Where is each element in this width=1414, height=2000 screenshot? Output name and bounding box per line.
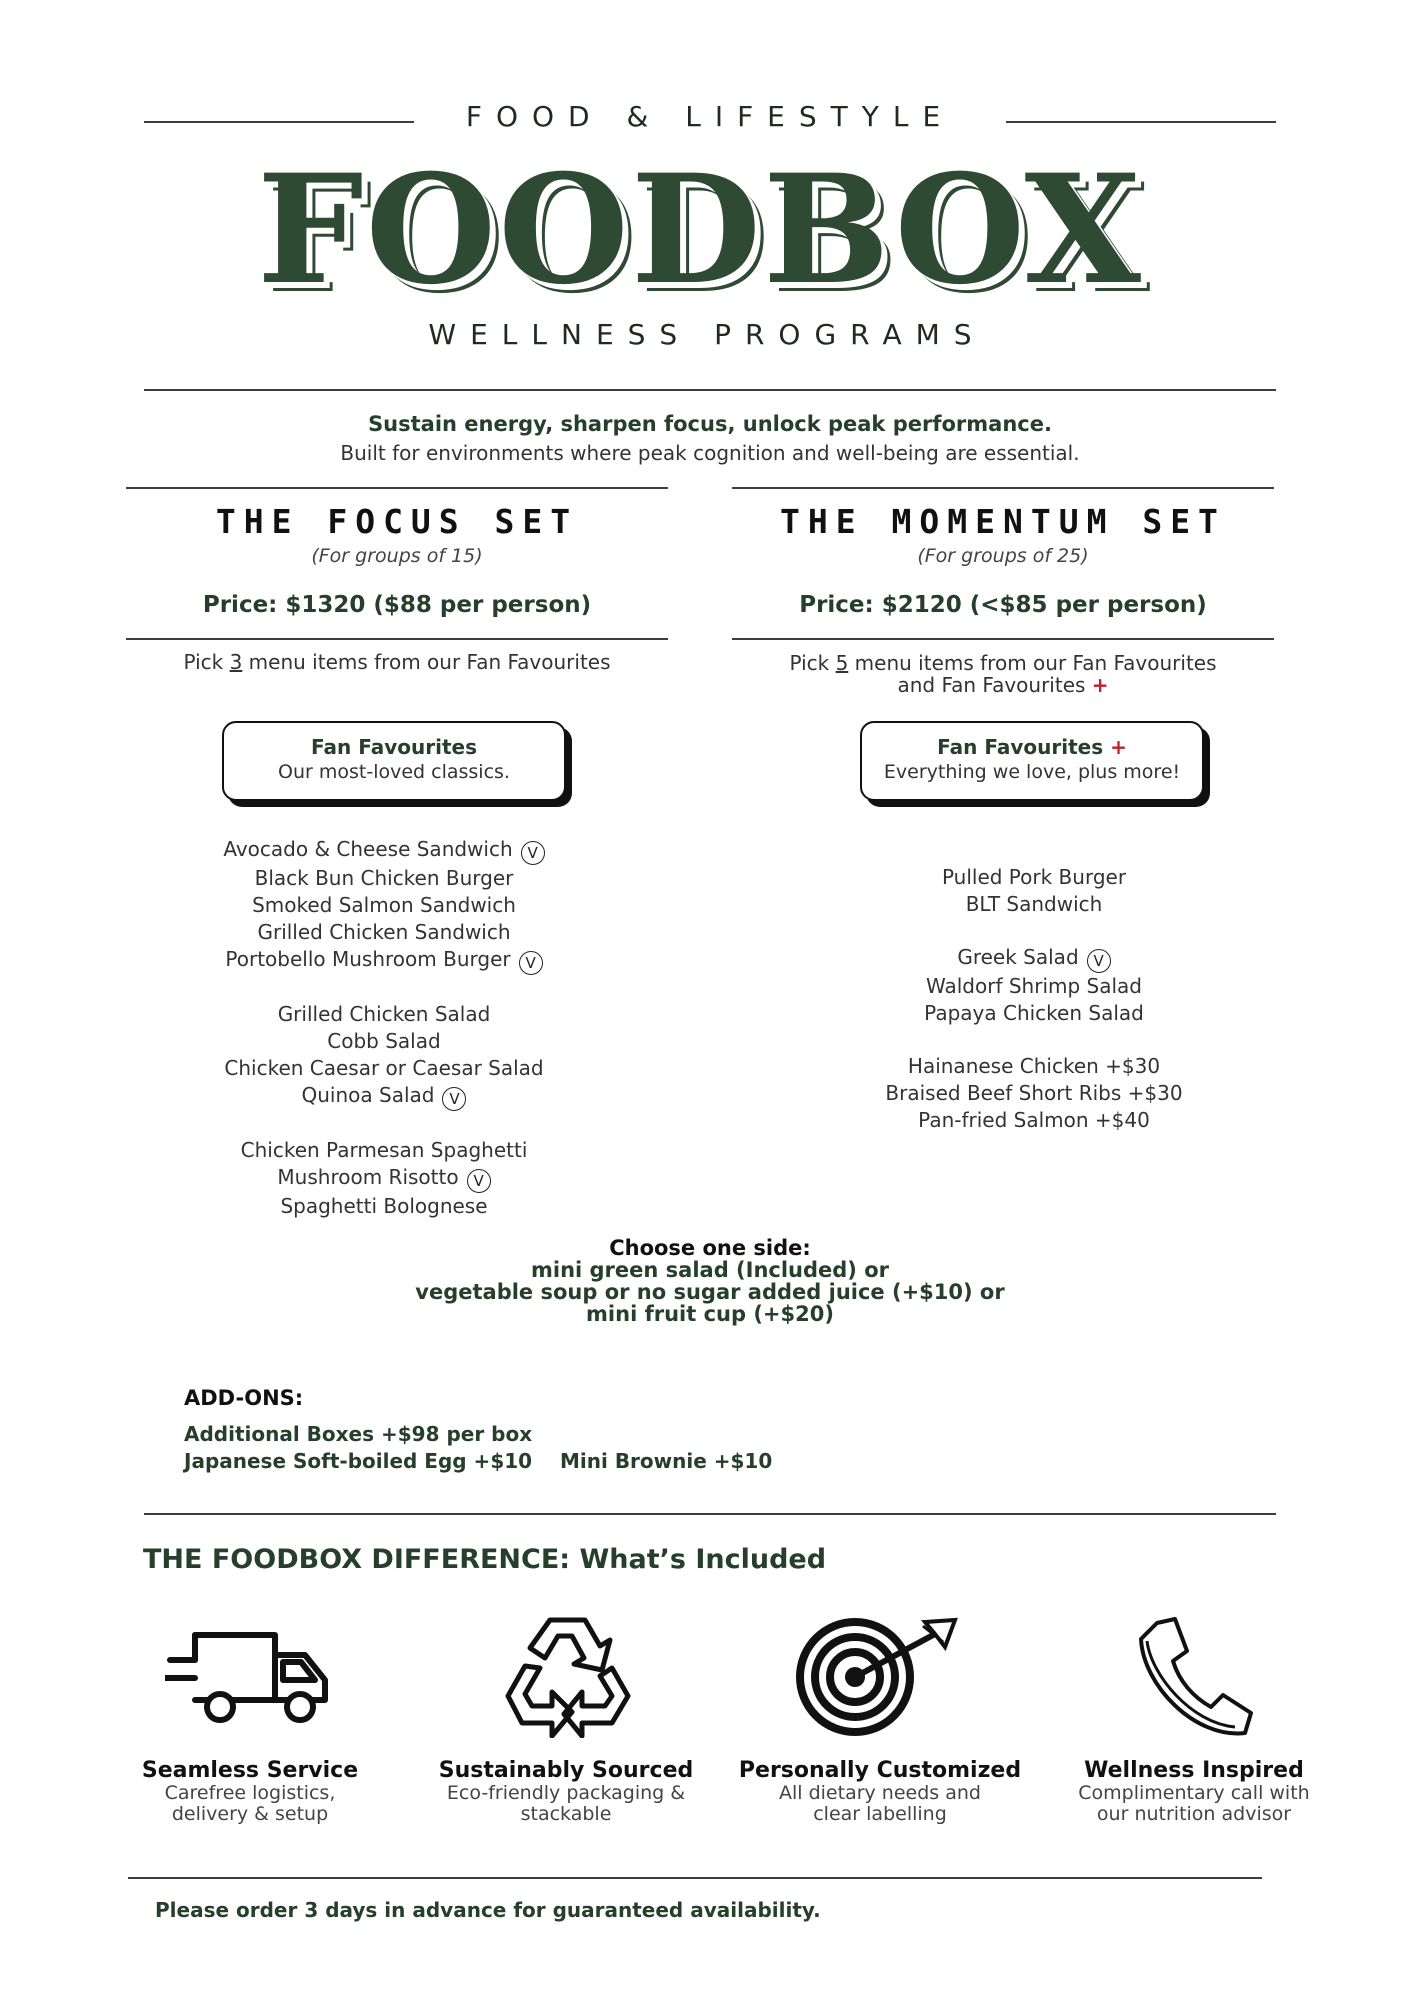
menu-item — [834, 1080, 1234, 1107]
focus-set-price: Price: $1320 ($88 per person) — [202, 592, 592, 618]
menu-item-name: Cobb Salad — [327, 1029, 441, 1053]
delivery-truck-icon — [165, 1620, 335, 1730]
plus-mark: + — [1110, 735, 1127, 759]
header-kicker: FOOD & LIFESTYLE — [465, 100, 955, 133]
menu-item — [184, 946, 584, 975]
momentum-set-price: Price: $2120 (<$85 per person) — [799, 592, 1207, 618]
momentum-badge-subtitle: Everything we love, plus more! — [883, 761, 1181, 783]
menu-item — [184, 1055, 584, 1082]
momentum-rule-top — [732, 487, 1274, 489]
feature-desc-line2: stackable — [520, 1803, 612, 1825]
vegetarian-icon: V — [521, 841, 545, 865]
menu-group-gap — [184, 975, 584, 1001]
recycle-icon — [500, 1608, 635, 1738]
feature-desc-line2: our nutrition advisor — [1096, 1803, 1292, 1825]
feature-desc-line1: Complimentary call with — [1078, 1782, 1310, 1804]
momentum-pick-line2 — [732, 674, 1274, 696]
menu-item — [184, 1193, 584, 1220]
momentum-badge — [860, 721, 1204, 801]
tagline-bold: Sustain energy, sharpen focus, unlock peak performance. — [368, 412, 1052, 436]
side-line-1: mini green salad (Included) or — [530, 1258, 889, 1282]
menu-item — [834, 1000, 1234, 1027]
menu-item — [184, 1001, 584, 1028]
menu-item-name: Papaya Chicken Salad — [924, 1001, 1144, 1025]
menu-item — [834, 973, 1234, 1000]
menu-item — [184, 1082, 584, 1111]
focus-rule-top — [126, 487, 668, 489]
target-icon — [795, 1612, 965, 1737]
menu-item — [184, 919, 584, 946]
feature-title: Personally Customized — [738, 1758, 1022, 1783]
pick-prefix: Pick — [789, 651, 836, 675]
menu-item — [184, 1164, 584, 1193]
vegetarian-icon: V — [519, 951, 543, 975]
focus-badge — [222, 721, 566, 801]
feature-wellness-inspired — [1044, 1758, 1344, 1825]
menu-item — [834, 944, 1234, 973]
focus-set-title: THE FOCUS SET — [215, 502, 579, 541]
menu-item-name: Chicken Parmesan Spaghetti — [240, 1138, 528, 1162]
menu-item-name: Black Bun Chicken Burger — [254, 866, 514, 890]
focus-menu-list — [184, 836, 584, 1220]
addon-item-brownie: Mini Brownie +$10 — [560, 1449, 773, 1473]
phone-icon — [1135, 1615, 1255, 1740]
feature-desc-line2: clear labelling — [813, 1803, 947, 1825]
addons-heading: ADD-ONS: — [184, 1386, 304, 1410]
menu-item — [184, 865, 584, 892]
vegetarian-icon: V — [467, 1169, 491, 1193]
menu-item-name: Quinoa Salad — [301, 1083, 435, 1107]
pick-prefix: Pick — [183, 650, 230, 674]
momentum-set-title: THE MOMENTUM SET — [780, 502, 1226, 541]
menu-item — [184, 1028, 584, 1055]
pick-number: 5 — [835, 651, 849, 675]
side-line-2: vegetable soup or no sugar added juice (+$10) or — [415, 1280, 1005, 1304]
rule-difference — [144, 1513, 1276, 1515]
menu-item-name: Grilled Chicken Salad — [277, 1002, 491, 1026]
feature-desc-line1: Carefree logistics, — [164, 1782, 336, 1804]
feature-sustainably-sourced — [416, 1758, 716, 1825]
rule-footer — [128, 1877, 1262, 1879]
feature-desc-line1: Eco-friendly packaging & — [446, 1782, 686, 1804]
menu-item-name: Avocado & Cheese Sandwich — [223, 837, 513, 861]
pick-suffix: menu items from our Fan Favourites — [242, 650, 611, 674]
addon-item-egg: Japanese Soft-boiled Egg +$10 — [184, 1449, 533, 1473]
menu-item — [834, 1053, 1234, 1080]
menu-item-name: Pulled Pork Burger — [941, 865, 1127, 889]
menu-item — [184, 836, 584, 865]
footer-note: Please order 3 days in advance for guaranteed availability. — [155, 1898, 821, 1922]
menu-item — [834, 864, 1234, 891]
feature-title: Wellness Inspired — [1084, 1758, 1304, 1783]
feature-title: Sustainably Sourced — [438, 1758, 694, 1783]
menu-item — [834, 891, 1234, 918]
menu-item-name: Chicken Caesar or Caesar Salad — [224, 1056, 544, 1080]
menu-item — [184, 1137, 584, 1164]
focus-rule-bottom — [126, 638, 668, 640]
momentum-pick-text — [732, 652, 1274, 696]
header-rule-right — [1006, 121, 1276, 123]
side-line-3: mini fruit cup (+$20) — [586, 1302, 834, 1326]
plus-mark: + — [1091, 673, 1109, 697]
menu-item-name: Waldorf Shrimp Salad — [925, 974, 1142, 998]
menu-item-name: Pan-fried Salmon +$40 — [918, 1108, 1150, 1132]
momentum-badge-title: Fan Favourites — [937, 735, 1104, 759]
menu-item-name: Hainanese Chicken +$30 — [907, 1054, 1161, 1078]
vegetarian-icon: V — [1087, 949, 1111, 973]
side-options — [300, 1237, 1120, 1325]
menu-item — [184, 892, 584, 919]
focus-badge-title: Fan Favourites — [311, 735, 477, 759]
header-subtitle: WELLNESS PROGRAMS — [428, 318, 986, 351]
feature-desc-line1: All dietary needs and — [779, 1782, 981, 1804]
menu-item-name: Spaghetti Bolognese — [280, 1194, 488, 1218]
momentum-rule-bottom — [732, 638, 1274, 640]
feature-desc-line2: delivery & setup — [171, 1803, 329, 1825]
focus-pick-text — [126, 651, 668, 673]
vegetarian-icon: V — [442, 1087, 466, 1111]
focus-badge-subtitle: Our most-loved classics. — [278, 761, 510, 783]
menu-item-name: Braised Beef Short Ribs +$30 — [885, 1081, 1183, 1105]
pick-line2-text: and Fan Favourites — [897, 673, 1086, 697]
addon-item-boxes: Additional Boxes +$98 per box — [184, 1422, 533, 1446]
difference-title: THE FOODBOX DIFFERENCE: What’s Included — [143, 1544, 827, 1575]
momentum-badge-title-row — [862, 735, 1202, 759]
rule-top — [144, 389, 1276, 391]
menu-group-gap — [834, 918, 1234, 944]
menu-item-name: Greek Salad — [957, 945, 1079, 969]
menu-item-name: BLT Sandwich — [965, 892, 1103, 916]
momentum-set-group: (For groups of 25) — [917, 545, 1089, 567]
header-rule-left — [144, 121, 414, 123]
menu-item-name: Portobello Mushroom Burger — [225, 947, 511, 971]
foodbox-logo: FOODBOX — [257, 142, 1143, 318]
pick-suffix: menu items from our Fan Favourites — [848, 651, 1217, 675]
focus-set-group: (For groups of 15) — [311, 545, 483, 567]
menu-item-name: Smoked Salmon Sandwich — [252, 893, 516, 917]
menu-group-gap — [184, 1111, 584, 1137]
pick-number: 3 — [229, 650, 243, 674]
feature-title: Seamless Service — [141, 1758, 359, 1783]
side-heading: Choose one side: — [609, 1236, 811, 1260]
menu-item-name: Grilled Chicken Sandwich — [257, 920, 511, 944]
feature-seamless-service — [100, 1758, 400, 1825]
momentum-menu-list — [834, 864, 1234, 1134]
menu-group-gap — [834, 1027, 1234, 1053]
menu-item — [834, 1107, 1234, 1134]
menu-item-name: Mushroom Risotto — [277, 1165, 459, 1189]
feature-personally-customized — [730, 1758, 1030, 1825]
tagline-normal: Built for environments where peak cognition and well-being are essential. — [340, 441, 1080, 465]
momentum-pick-line1 — [732, 652, 1274, 674]
